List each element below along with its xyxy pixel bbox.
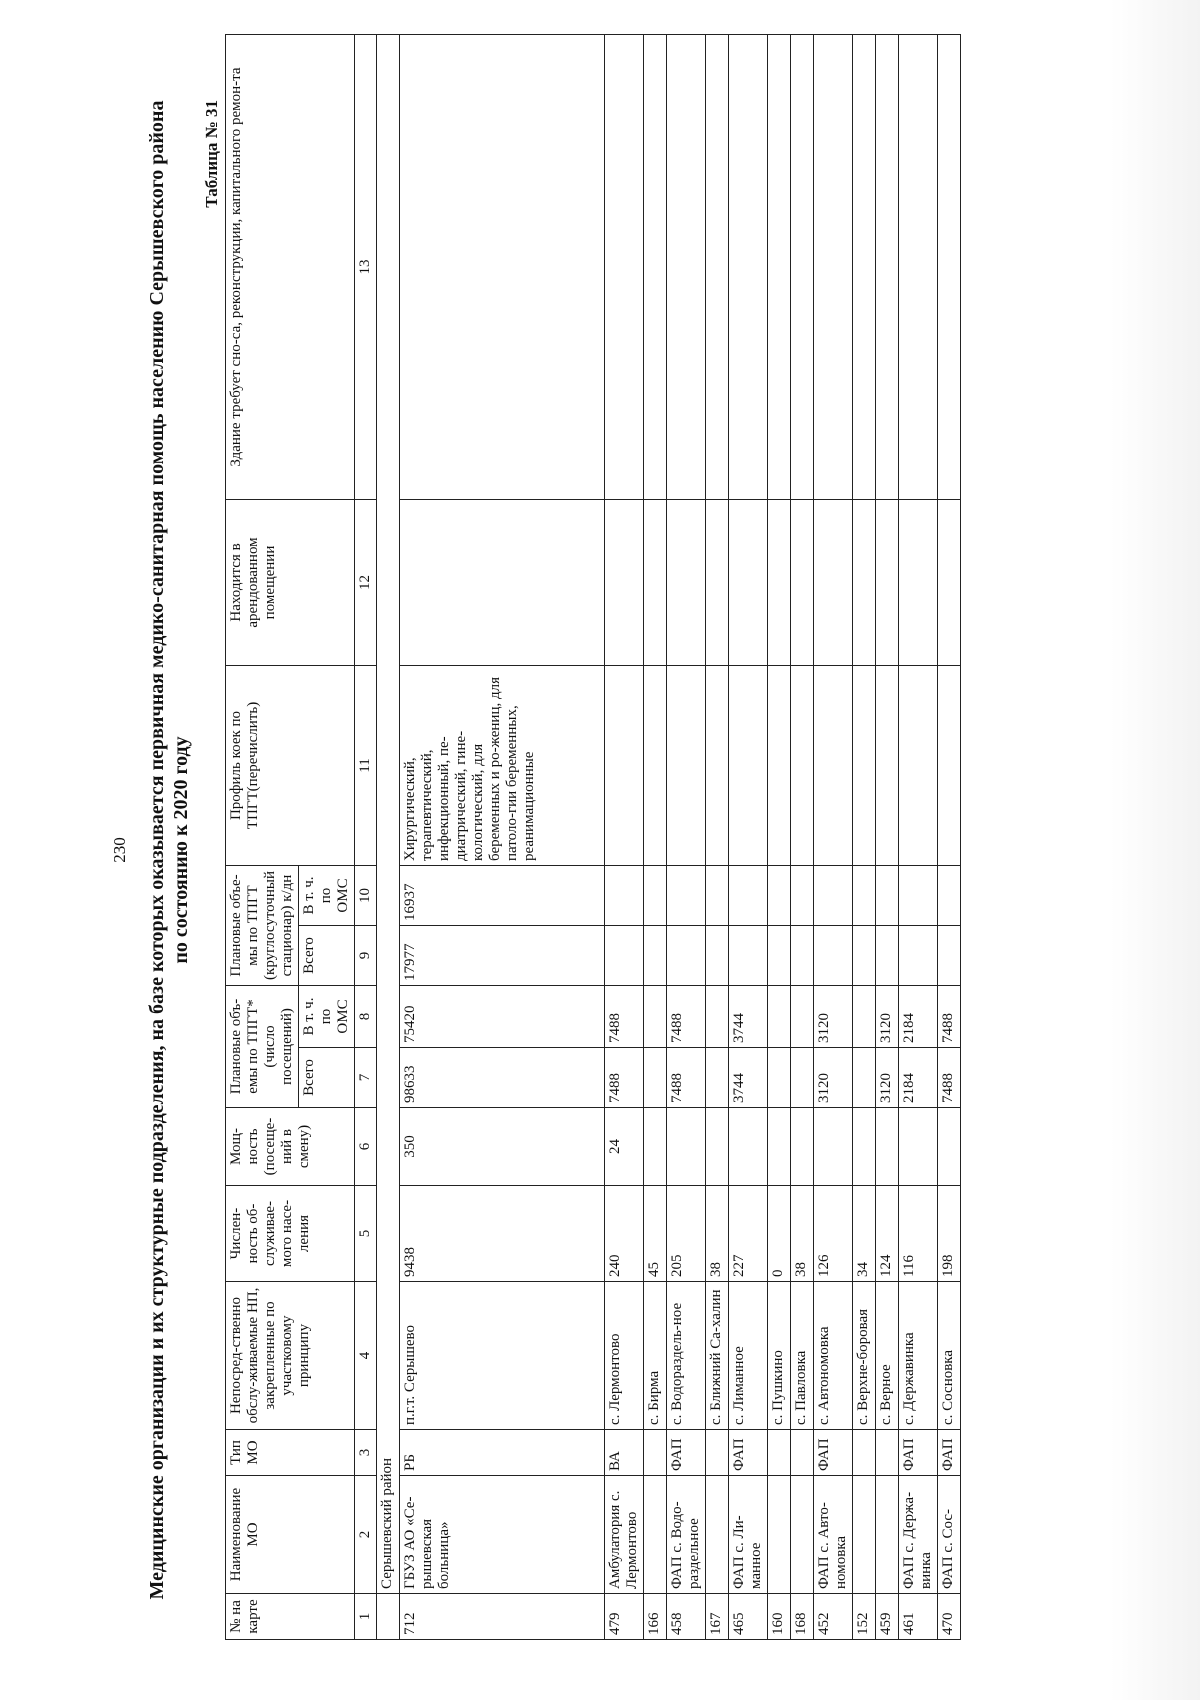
column-number: 7 bbox=[355, 1048, 377, 1108]
cell-beds-total bbox=[814, 926, 853, 986]
cell-settlement: с. Державинка bbox=[899, 1282, 938, 1430]
cell-visits-total: 7488 bbox=[667, 1048, 706, 1108]
cell-mo-type: ФАП bbox=[814, 1430, 853, 1476]
cell-map-number: 168 bbox=[791, 1594, 814, 1640]
cell-capacity: 350 bbox=[400, 1108, 605, 1186]
cell-map-number: 152 bbox=[853, 1594, 876, 1640]
cell-rented bbox=[400, 499, 605, 665]
cell-population: 38 bbox=[706, 1186, 729, 1282]
cell-capacity bbox=[791, 1108, 814, 1186]
cell-beds-total bbox=[729, 926, 768, 986]
table-row bbox=[814, 34, 853, 1639]
table-row bbox=[706, 34, 729, 1639]
page-number: 230 bbox=[110, 837, 129, 863]
cell-rented bbox=[791, 499, 814, 665]
cell-beds-oms bbox=[853, 865, 876, 925]
cell-beds-oms bbox=[644, 865, 667, 925]
header-beds-oms: В т. ч. по ОМС bbox=[299, 865, 355, 925]
cell-bed-profile bbox=[899, 665, 938, 865]
column-number: 11 bbox=[355, 665, 377, 865]
cell-visits-total: 7488 bbox=[938, 1048, 961, 1108]
cell-mo-type bbox=[706, 1430, 729, 1476]
cell-rebuild bbox=[814, 34, 853, 499]
cell-bed-profile bbox=[768, 665, 791, 865]
cell-settlement: с. Верное bbox=[876, 1282, 899, 1430]
cell-rented bbox=[814, 499, 853, 665]
cell-beds-oms bbox=[706, 865, 729, 925]
cell-visits-oms: 3120 bbox=[876, 986, 899, 1048]
facilities-table bbox=[225, 34, 961, 1640]
header-visits-total: Всего bbox=[299, 1048, 355, 1108]
cell-rented bbox=[768, 499, 791, 665]
cell-bed-profile bbox=[706, 665, 729, 865]
table-row bbox=[899, 34, 938, 1639]
cell-rented bbox=[876, 499, 899, 665]
header-mo-type: Тип МО bbox=[226, 1430, 355, 1476]
cell-population: 205 bbox=[667, 1186, 706, 1282]
cell-beds-total bbox=[791, 926, 814, 986]
cell-bed-profile bbox=[791, 665, 814, 865]
cell-settlement: с. Лиманное bbox=[729, 1282, 768, 1430]
cell-visits-total bbox=[768, 1048, 791, 1108]
cell-rented bbox=[938, 499, 961, 665]
cell-map-number: 465 bbox=[729, 1594, 768, 1640]
cell-mo-name: ФАП с. Авто-номовка bbox=[814, 1476, 853, 1594]
cell-visits-oms: 3744 bbox=[729, 986, 768, 1048]
cell-visits-total bbox=[644, 1048, 667, 1108]
column-number: 9 bbox=[355, 926, 377, 986]
cell-settlement: с. Ближний Са-халин bbox=[706, 1282, 729, 1430]
cell-rebuild bbox=[706, 34, 729, 499]
cell-rebuild bbox=[853, 34, 876, 499]
cell-beds-oms bbox=[605, 865, 644, 925]
cell-mo-type: ФАП bbox=[729, 1430, 768, 1476]
cell-mo-type bbox=[644, 1430, 667, 1476]
column-number: 13 bbox=[355, 34, 377, 499]
column-number: 4 bbox=[355, 1282, 377, 1430]
cell-rebuild bbox=[400, 34, 605, 499]
table-label: Таблица № 31 bbox=[202, 100, 221, 208]
cell-rebuild bbox=[899, 34, 938, 499]
cell-visits-total bbox=[791, 1048, 814, 1108]
cell-rebuild bbox=[791, 34, 814, 499]
cell-bed-profile: Хирургический, терапевтический, инфекционный, пе-диатрический, гине-кологический, для беременных и ро-жениц, для патоло-гии беременных, реанимационные bbox=[400, 665, 605, 865]
header-mo-name: Наименование МО bbox=[226, 1476, 355, 1594]
cell-visits-oms: 7488 bbox=[605, 986, 644, 1048]
cell-map-number: 167 bbox=[706, 1594, 729, 1640]
cell-beds-oms bbox=[876, 865, 899, 925]
cell-map-number: 459 bbox=[876, 1594, 899, 1640]
cell-mo-type: ФАП bbox=[899, 1430, 938, 1476]
cell-mo-name: ФАП с. Ли-манное bbox=[729, 1476, 768, 1594]
table-row bbox=[644, 34, 667, 1639]
cell-bed-profile bbox=[853, 665, 876, 865]
cell-map-number: 479 bbox=[605, 1594, 644, 1640]
table-row bbox=[729, 34, 768, 1639]
cell-settlement: с. Бирма bbox=[644, 1282, 667, 1430]
cell-bed-profile bbox=[605, 665, 644, 865]
cell-beds-total bbox=[667, 926, 706, 986]
cell-settlement: п.г.т. Серышево bbox=[400, 1282, 605, 1430]
column-number: 10 bbox=[355, 865, 377, 925]
column-number: 6 bbox=[355, 1108, 377, 1186]
column-number: 1 bbox=[355, 1594, 377, 1640]
cell-beds-total bbox=[706, 926, 729, 986]
cell-beds-total bbox=[899, 926, 938, 986]
cell-visits-oms: 7488 bbox=[667, 986, 706, 1048]
column-number: 12 bbox=[355, 499, 377, 665]
cell-beds-oms bbox=[729, 865, 768, 925]
cell-beds-oms bbox=[938, 865, 961, 925]
cell-beds-total bbox=[768, 926, 791, 986]
cell-rented bbox=[706, 499, 729, 665]
cell-mo-type bbox=[876, 1430, 899, 1476]
table-row bbox=[876, 34, 899, 1639]
cell-settlement: с. Лермонтово bbox=[605, 1282, 644, 1430]
cell-bed-profile bbox=[667, 665, 706, 865]
table-row bbox=[853, 34, 876, 1639]
cell-mo-type bbox=[791, 1430, 814, 1476]
cell-rebuild bbox=[729, 34, 768, 499]
cell-visits-total: 3120 bbox=[814, 1048, 853, 1108]
cell-capacity bbox=[667, 1108, 706, 1186]
cell-mo-name: Амбулатория с. Лермонтово bbox=[605, 1476, 644, 1594]
cell-rented bbox=[853, 499, 876, 665]
cell-rented bbox=[729, 499, 768, 665]
cell-population: 126 bbox=[814, 1186, 853, 1282]
cell-beds-oms bbox=[814, 865, 853, 925]
cell-mo-type: ФАП bbox=[938, 1430, 961, 1476]
cell-beds-total bbox=[853, 926, 876, 986]
table-body bbox=[355, 34, 961, 1639]
cell-visits-total: 3120 bbox=[876, 1048, 899, 1108]
cell-mo-type: РБ bbox=[400, 1430, 605, 1476]
cell-map-number: 458 bbox=[667, 1594, 706, 1640]
cell-beds-total: 17977 bbox=[400, 926, 605, 986]
cell-bed-profile bbox=[729, 665, 768, 865]
table-row bbox=[667, 34, 706, 1639]
table-row bbox=[768, 34, 791, 1639]
cell-mo-name: ФАП с. Водо-раздельное bbox=[667, 1476, 706, 1594]
cell-population: 116 bbox=[899, 1186, 938, 1282]
cell-population: 0 bbox=[768, 1186, 791, 1282]
cell-mo-name bbox=[791, 1476, 814, 1594]
cell-visits-oms bbox=[791, 986, 814, 1048]
cell-beds-oms bbox=[791, 865, 814, 925]
cell-mo-name bbox=[768, 1476, 791, 1594]
cell-visits-total: 2184 bbox=[899, 1048, 938, 1108]
cell-mo-name bbox=[706, 1476, 729, 1594]
cell-capacity: 24 bbox=[605, 1108, 644, 1186]
cell-mo-name bbox=[876, 1476, 899, 1594]
cell-rented bbox=[644, 499, 667, 665]
column-number: 3 bbox=[355, 1430, 377, 1476]
cell-beds-oms bbox=[899, 865, 938, 925]
cell-visits-oms: 75420 bbox=[400, 986, 605, 1048]
cell-rebuild bbox=[938, 34, 961, 499]
cell-map-number: 452 bbox=[814, 1594, 853, 1640]
cell-beds-total bbox=[876, 926, 899, 986]
cell-bed-profile bbox=[814, 665, 853, 865]
header-visits-oms: В т. ч. по ОМС bbox=[299, 986, 355, 1048]
cell-visits-oms bbox=[706, 986, 729, 1048]
cell-settlement: с. Пушкино bbox=[768, 1282, 791, 1430]
cell-visits-total: 3744 bbox=[729, 1048, 768, 1108]
cell-beds-oms: 16937 bbox=[400, 865, 605, 925]
cell-visits-total bbox=[853, 1048, 876, 1108]
cell-map-number: 470 bbox=[938, 1594, 961, 1640]
cell-capacity bbox=[706, 1108, 729, 1186]
column-number-row bbox=[355, 34, 377, 1639]
cell-settlement: с. Водораздель-ное bbox=[667, 1282, 706, 1430]
header-map-number: № на карте bbox=[226, 1594, 355, 1640]
cell-population: 9438 bbox=[400, 1186, 605, 1282]
cell-rented bbox=[899, 499, 938, 665]
cell-map-number: 461 bbox=[899, 1594, 938, 1640]
header-bed-profile: Профиль коек по ТПГТ(перечислить) bbox=[226, 665, 355, 865]
cell-settlement: с. Сосновка bbox=[938, 1282, 961, 1430]
cell-rebuild bbox=[644, 34, 667, 499]
cell-population: 45 bbox=[644, 1186, 667, 1282]
table-row bbox=[791, 34, 814, 1639]
header-rebuild: Здание требует сно-са, реконструкции, капитального ремон-та bbox=[226, 34, 355, 499]
header-settlements: Непосред-ственно обслу-живаемые НП, закрепленные по участковому принципу bbox=[226, 1282, 355, 1430]
cell-rented bbox=[667, 499, 706, 665]
cell-beds-oms bbox=[667, 865, 706, 925]
cell-rebuild bbox=[876, 34, 899, 499]
cell-beds-oms bbox=[768, 865, 791, 925]
cell-rebuild bbox=[667, 34, 706, 499]
cell-capacity bbox=[853, 1108, 876, 1186]
cell-population: 34 bbox=[853, 1186, 876, 1282]
cell-bed-profile bbox=[938, 665, 961, 865]
cell-mo-name: ФАП с. Держа-винка bbox=[899, 1476, 938, 1594]
cell-mo-type bbox=[853, 1430, 876, 1476]
cell-visits-oms: 7488 bbox=[938, 986, 961, 1048]
cell-bed-profile bbox=[644, 665, 667, 865]
cell-visits-total: 98633 bbox=[400, 1048, 605, 1108]
document-title: Медицинские организации и их структурные подразделения, на базе которых оказывается первичная медико-санитарная помощь населению Серышевского района по состоянию к 2020 году bbox=[146, 100, 192, 1600]
cell-capacity bbox=[644, 1108, 667, 1186]
cell-rented bbox=[605, 499, 644, 665]
cell-rebuild bbox=[768, 34, 791, 499]
region-row bbox=[377, 34, 400, 1639]
cell-mo-name bbox=[644, 1476, 667, 1594]
header-capacity: Мощ-ность (посеще-ний в смену) bbox=[226, 1108, 355, 1186]
cell-settlement: с. Павловка bbox=[791, 1282, 814, 1430]
cell-mo-name: ФАП с. Сос- bbox=[938, 1476, 961, 1594]
cell-capacity bbox=[938, 1108, 961, 1186]
cell-visits-total bbox=[706, 1048, 729, 1108]
cell-beds-total bbox=[605, 926, 644, 986]
region-spacer bbox=[377, 1594, 400, 1640]
main-hospital-row bbox=[400, 34, 605, 1639]
cell-beds-total bbox=[938, 926, 961, 986]
header-population: Числен-ность об-служивае-мого насе-ления bbox=[226, 1186, 355, 1282]
cell-settlement: с. Автономовка bbox=[814, 1282, 853, 1430]
cell-capacity bbox=[768, 1108, 791, 1186]
cell-capacity bbox=[899, 1108, 938, 1186]
cell-visits-oms: 3120 bbox=[814, 986, 853, 1048]
header-beds-total: Всего bbox=[299, 926, 355, 986]
header-visits-group: Плановые объ-емы по ТПГТ*(число посещений) bbox=[226, 986, 299, 1108]
region-name: Серышевский район bbox=[377, 34, 400, 1593]
cell-beds-total bbox=[644, 926, 667, 986]
cell-population: 198 bbox=[938, 1186, 961, 1282]
cell-visits-oms bbox=[644, 986, 667, 1048]
cell-map-number: 712 bbox=[400, 1594, 605, 1640]
column-number: 2 bbox=[355, 1476, 377, 1594]
cell-map-number: 160 bbox=[768, 1594, 791, 1640]
cell-mo-type bbox=[768, 1430, 791, 1476]
cell-capacity bbox=[814, 1108, 853, 1186]
column-number: 5 bbox=[355, 1186, 377, 1282]
cell-visits-oms bbox=[853, 986, 876, 1048]
cell-settlement: с. Верхне-боровая bbox=[853, 1282, 876, 1430]
cell-population: 124 bbox=[876, 1186, 899, 1282]
cell-capacity bbox=[876, 1108, 899, 1186]
cell-rebuild bbox=[605, 34, 644, 499]
cell-capacity bbox=[729, 1108, 768, 1186]
cell-mo-name bbox=[853, 1476, 876, 1594]
cell-population: 38 bbox=[791, 1186, 814, 1282]
cell-mo-name: ГБУЗ АО «Се-рышевская больница» bbox=[400, 1476, 605, 1594]
cell-population: 240 bbox=[605, 1186, 644, 1282]
cell-visits-total: 7488 bbox=[605, 1048, 644, 1108]
header-rented: Находится в арендованном помещении bbox=[226, 499, 355, 665]
table-header bbox=[226, 34, 355, 1639]
rotated-page bbox=[110, 60, 1130, 1640]
table-row bbox=[938, 34, 961, 1639]
cell-bed-profile bbox=[876, 665, 899, 865]
table-row bbox=[605, 34, 644, 1639]
column-number: 8 bbox=[355, 986, 377, 1048]
cell-visits-oms: 2184 bbox=[899, 986, 938, 1048]
cell-population: 227 bbox=[729, 1186, 768, 1282]
header-beds-group: Плановые объе-мы по ТПГТ (круглосуточный стационар) к/дн bbox=[226, 865, 299, 985]
cell-map-number: 166 bbox=[644, 1594, 667, 1640]
cell-visits-oms bbox=[768, 986, 791, 1048]
cell-mo-type: ФАП bbox=[667, 1430, 706, 1476]
cell-mo-type: ВА bbox=[605, 1430, 644, 1476]
